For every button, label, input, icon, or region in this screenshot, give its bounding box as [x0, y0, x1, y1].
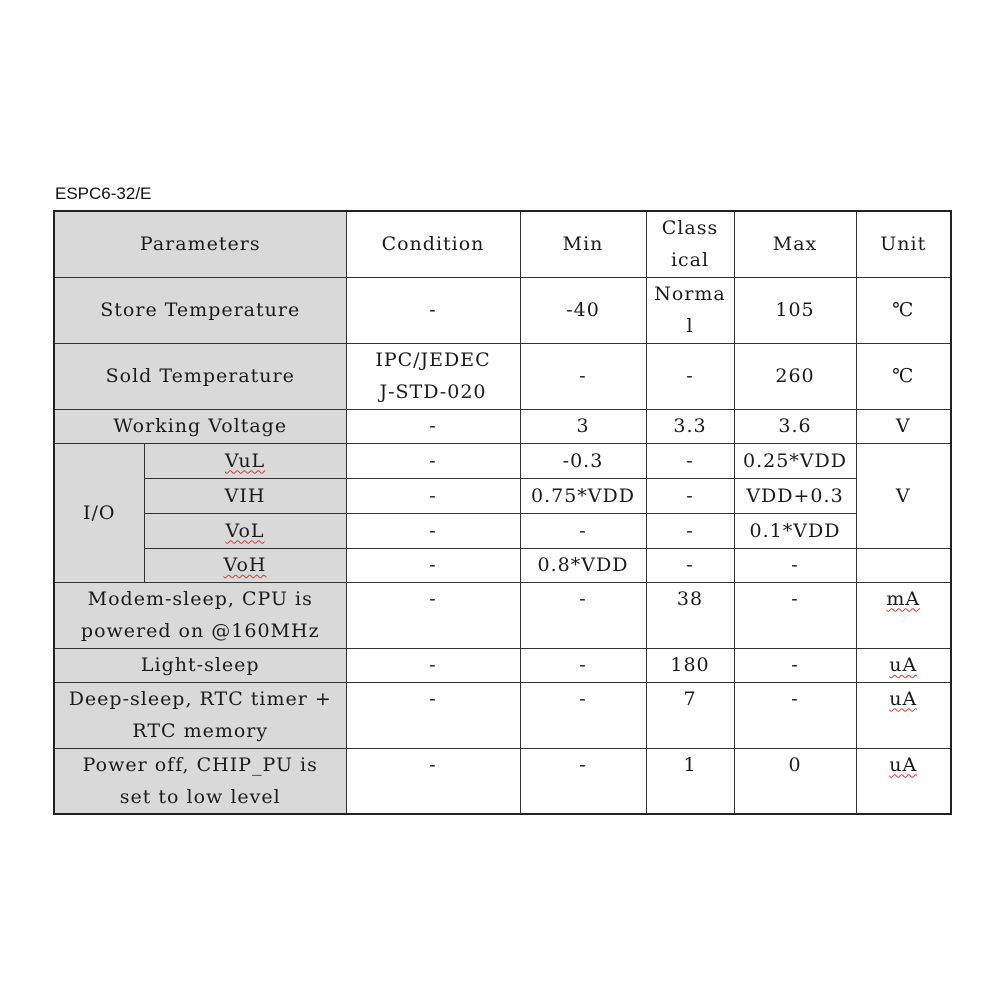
param-deep-sleep-line2: RTC memory [132, 720, 269, 742]
cell-min: 0.8*VDD [520, 548, 646, 582]
cell-typ: 38 [646, 582, 734, 648]
cell-typ: - [646, 478, 734, 513]
cell-unit: ℃ [856, 277, 951, 343]
cell-typ: 7 [646, 682, 734, 748]
cell-condition: - [346, 748, 520, 814]
cell-condition: - [346, 513, 520, 548]
cell-max: 260 [734, 343, 856, 409]
param-working-voltage: Working Voltage [54, 409, 346, 443]
cell-typ: - [646, 513, 734, 548]
cell-condition-line2: J-STD-020 [379, 381, 487, 403]
table-row [54, 582, 951, 648]
table-row [54, 513, 951, 548]
cell-max: 3.6 [734, 409, 856, 443]
header-classical-line2: ical [670, 249, 710, 272]
cell-typ [646, 277, 734, 343]
cell-condition: - [346, 277, 520, 343]
cell-min: - [520, 582, 646, 648]
table-row [54, 682, 951, 748]
param-deep-sleep-line1: Deep-sleep, RTC timer + [68, 688, 332, 710]
cell-condition: - [346, 443, 520, 478]
table-row [54, 343, 951, 409]
cell-condition-line1: IPC/JEDEC [375, 349, 491, 371]
table-row [54, 748, 951, 814]
cell-unit-io: V [856, 443, 951, 548]
cell-condition: - [346, 548, 520, 582]
table-row [54, 409, 951, 443]
cell-min: - [520, 648, 646, 682]
cell-condition: - [346, 409, 520, 443]
cell-min: - [520, 343, 646, 409]
cell-max: 0 [734, 748, 856, 814]
table-caption: ESPC6-32/E [55, 184, 152, 203]
cell-min: - [520, 748, 646, 814]
cell-max: VDD+0.3 [734, 478, 856, 513]
cell-unit-empty [856, 548, 951, 582]
cell-min: - [520, 682, 646, 748]
table-row [54, 443, 951, 478]
param-vil-text: VuL [224, 449, 266, 472]
param-modem-sleep-line2: powered on @160MHz [80, 620, 320, 642]
cell-condition: - [346, 648, 520, 682]
param-modem-sleep-line1: Modem-sleep, CPU is [87, 588, 313, 610]
cell-min: -40 [520, 277, 646, 343]
header-unit: Unit [856, 211, 951, 277]
cell-unit-text: mA [886, 587, 921, 610]
cell-max: 0.25*VDD [734, 443, 856, 478]
table-row [54, 548, 951, 582]
cell-max: 0.1*VDD [734, 513, 856, 548]
param-vil [144, 443, 346, 478]
param-modem-sleep [54, 582, 346, 648]
cell-typ: - [646, 548, 734, 582]
table-row [54, 277, 951, 343]
header-max: Max [734, 211, 856, 277]
cell-unit: ℃ [856, 343, 951, 409]
cell-unit [856, 582, 951, 648]
cell-max: - [734, 648, 856, 682]
cell-typ: - [646, 343, 734, 409]
table-row [54, 478, 951, 513]
spec-table [53, 210, 952, 815]
cell-condition: - [346, 682, 520, 748]
cell-unit [856, 648, 951, 682]
param-group-io: I/O [54, 443, 144, 582]
cell-condition: - [346, 582, 520, 648]
param-power-off-line2: set to low level [119, 785, 281, 808]
param-power-off-line1: Power off, CHIP_PU is [82, 753, 318, 776]
cell-max: - [734, 548, 856, 582]
param-power-off [54, 748, 346, 814]
param-sold-temperature: Sold Temperature [54, 343, 346, 409]
param-vih: VIH [144, 478, 346, 513]
cell-min: 3 [520, 409, 646, 443]
param-store-temperature: Store Temperature [54, 277, 346, 343]
cell-condition [346, 343, 520, 409]
cell-unit-text: uA [889, 753, 918, 776]
cell-unit [856, 682, 951, 748]
cell-unit-text: uA [889, 687, 918, 710]
header-condition: Condition [346, 211, 520, 277]
cell-typ: 180 [646, 648, 734, 682]
param-voh-text: VoH [223, 554, 267, 576]
cell-typ: 1 [646, 748, 734, 814]
cell-min: -0.3 [520, 443, 646, 478]
header-parameters: Parameters [54, 211, 346, 277]
param-voh [144, 548, 346, 582]
cell-max: - [734, 582, 856, 648]
cell-typ-line2: l [686, 315, 694, 337]
cell-typ: 3.3 [646, 409, 734, 443]
param-deep-sleep [54, 682, 346, 748]
cell-unit-text: uA [889, 654, 918, 676]
cell-condition: - [346, 478, 520, 513]
cell-max: 105 [734, 277, 856, 343]
cell-min: 0.75*VDD [520, 478, 646, 513]
header-row [54, 211, 951, 277]
header-classical [646, 211, 734, 277]
cell-typ: - [646, 443, 734, 478]
param-vol [144, 513, 346, 548]
cell-max: - [734, 682, 856, 748]
param-vol-text: VoL [225, 519, 265, 542]
header-min: Min [520, 211, 646, 277]
cell-unit: V [856, 409, 951, 443]
cell-unit [856, 748, 951, 814]
header-classical-line1: Class [661, 217, 719, 240]
param-light-sleep: Light-sleep [54, 648, 346, 682]
cell-typ-line1: Norma [654, 283, 726, 305]
cell-min: - [520, 513, 646, 548]
table-row [54, 648, 951, 682]
